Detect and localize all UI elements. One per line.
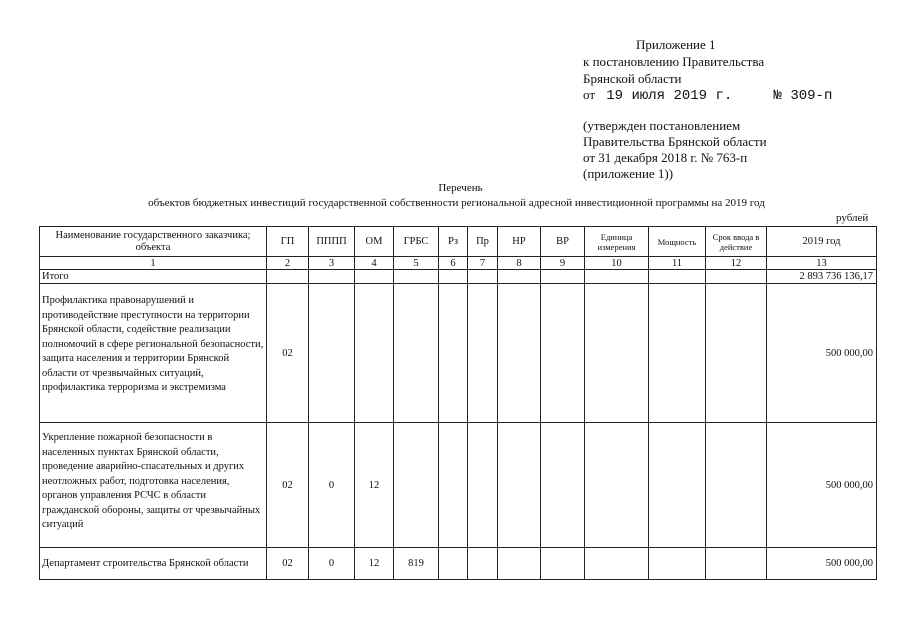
col-num: 3 [309,257,355,270]
col-num: 10 [585,257,649,270]
header-om: ОМ [355,227,394,257]
row-gp: 02 [267,423,309,548]
header-year: 2019 год [767,227,877,257]
total-label: Итого [40,270,267,284]
col-num: 13 [767,257,877,270]
row-pppp: 0 [309,423,355,548]
row-grbs [394,423,439,548]
appendix-date-line [583,86,832,105]
header-rz: Рз [439,227,468,257]
row-gp: 02 [267,548,309,580]
list-title: Перечень [438,182,483,194]
approved-line-4: (приложение 1)) [583,166,674,181]
row-amount: 500 000,00 [767,284,877,423]
table-header-row [40,227,877,257]
list-subtitle: объектов бюджетных инвестиций государственной собственности региональной адресной инвестиционной программы на 2019 год [148,197,765,209]
header-vr: ВР [541,227,585,257]
total-amount: 2 893 736 136,17 [767,270,877,284]
header-name: Наименование государственного заказчика; объекта [40,227,267,257]
row-amount: 500 000,00 [767,423,877,548]
row-pppp: 0 [309,548,355,580]
header-unit: Единица измерения [585,227,649,257]
appendix-line-region: Брянской области [583,71,682,86]
col-num: 2 [267,257,309,270]
row-om [355,284,394,423]
table-row [40,423,877,548]
col-num: 1 [40,257,267,270]
header-gp: ГП [267,227,309,257]
header-pr: Пр [468,227,498,257]
table-row [40,548,877,580]
row-om: 12 [355,423,394,548]
investment-table [39,226,877,580]
currency-units: рублей [836,212,869,224]
total-row [40,270,877,284]
col-num: 5 [394,257,439,270]
header-pppp: ПППП [309,227,355,257]
approved-line-1: (утвержден постановлением [583,118,741,133]
row-gp: 02 [267,284,309,423]
appendix-title: Приложение 1 [636,37,716,52]
appendix-line-resolution: к постановлению Правительства [583,54,765,69]
table-row [40,284,877,423]
date-prefix: от [583,87,596,102]
column-number-row [40,257,877,270]
row-grbs: 819 [394,548,439,580]
row-amount: 500 000,00 [767,548,877,580]
row-name: Профилактика правонарушений и противодействие преступности на территории Брянской области, содействие реализации полномочий в сфере региональной безопасности, защита населения и территории Брянской области от чрезвычайных ситуаций, профилактика терроризма и экстремизма [40,284,267,423]
row-name: Департамент строительства Брянской области [40,548,267,580]
header-capacity: Мощность [649,227,706,257]
row-name: Укрепление пожарной безопасности в населенных пунктах Брянской области, проведение аварийно-спасательных и других неотложных работ, подготовка населения, органов управления РСЧС в области гражданской обороны, защиты от чрезвычайных ситуаций [40,423,267,548]
col-num: 6 [439,257,468,270]
col-num: 9 [541,257,585,270]
approved-line-2: Правительства Брянской области [583,134,767,149]
header-grbs: ГРБС [394,227,439,257]
header-nr: НР [498,227,541,257]
col-num: 8 [498,257,541,270]
approved-line-3: от 31 декабря 2018 г. № 763-п [583,150,748,165]
resolution-number: № 309-п [773,88,833,104]
resolution-date: 19 июля 2019 г. [606,88,733,104]
col-num: 4 [355,257,394,270]
col-num: 12 [706,257,767,270]
header-commission: Срок ввода в действие [706,227,767,257]
col-num: 11 [649,257,706,270]
row-grbs [394,284,439,423]
col-num: 7 [468,257,498,270]
row-pppp [309,284,355,423]
row-om: 12 [355,548,394,580]
